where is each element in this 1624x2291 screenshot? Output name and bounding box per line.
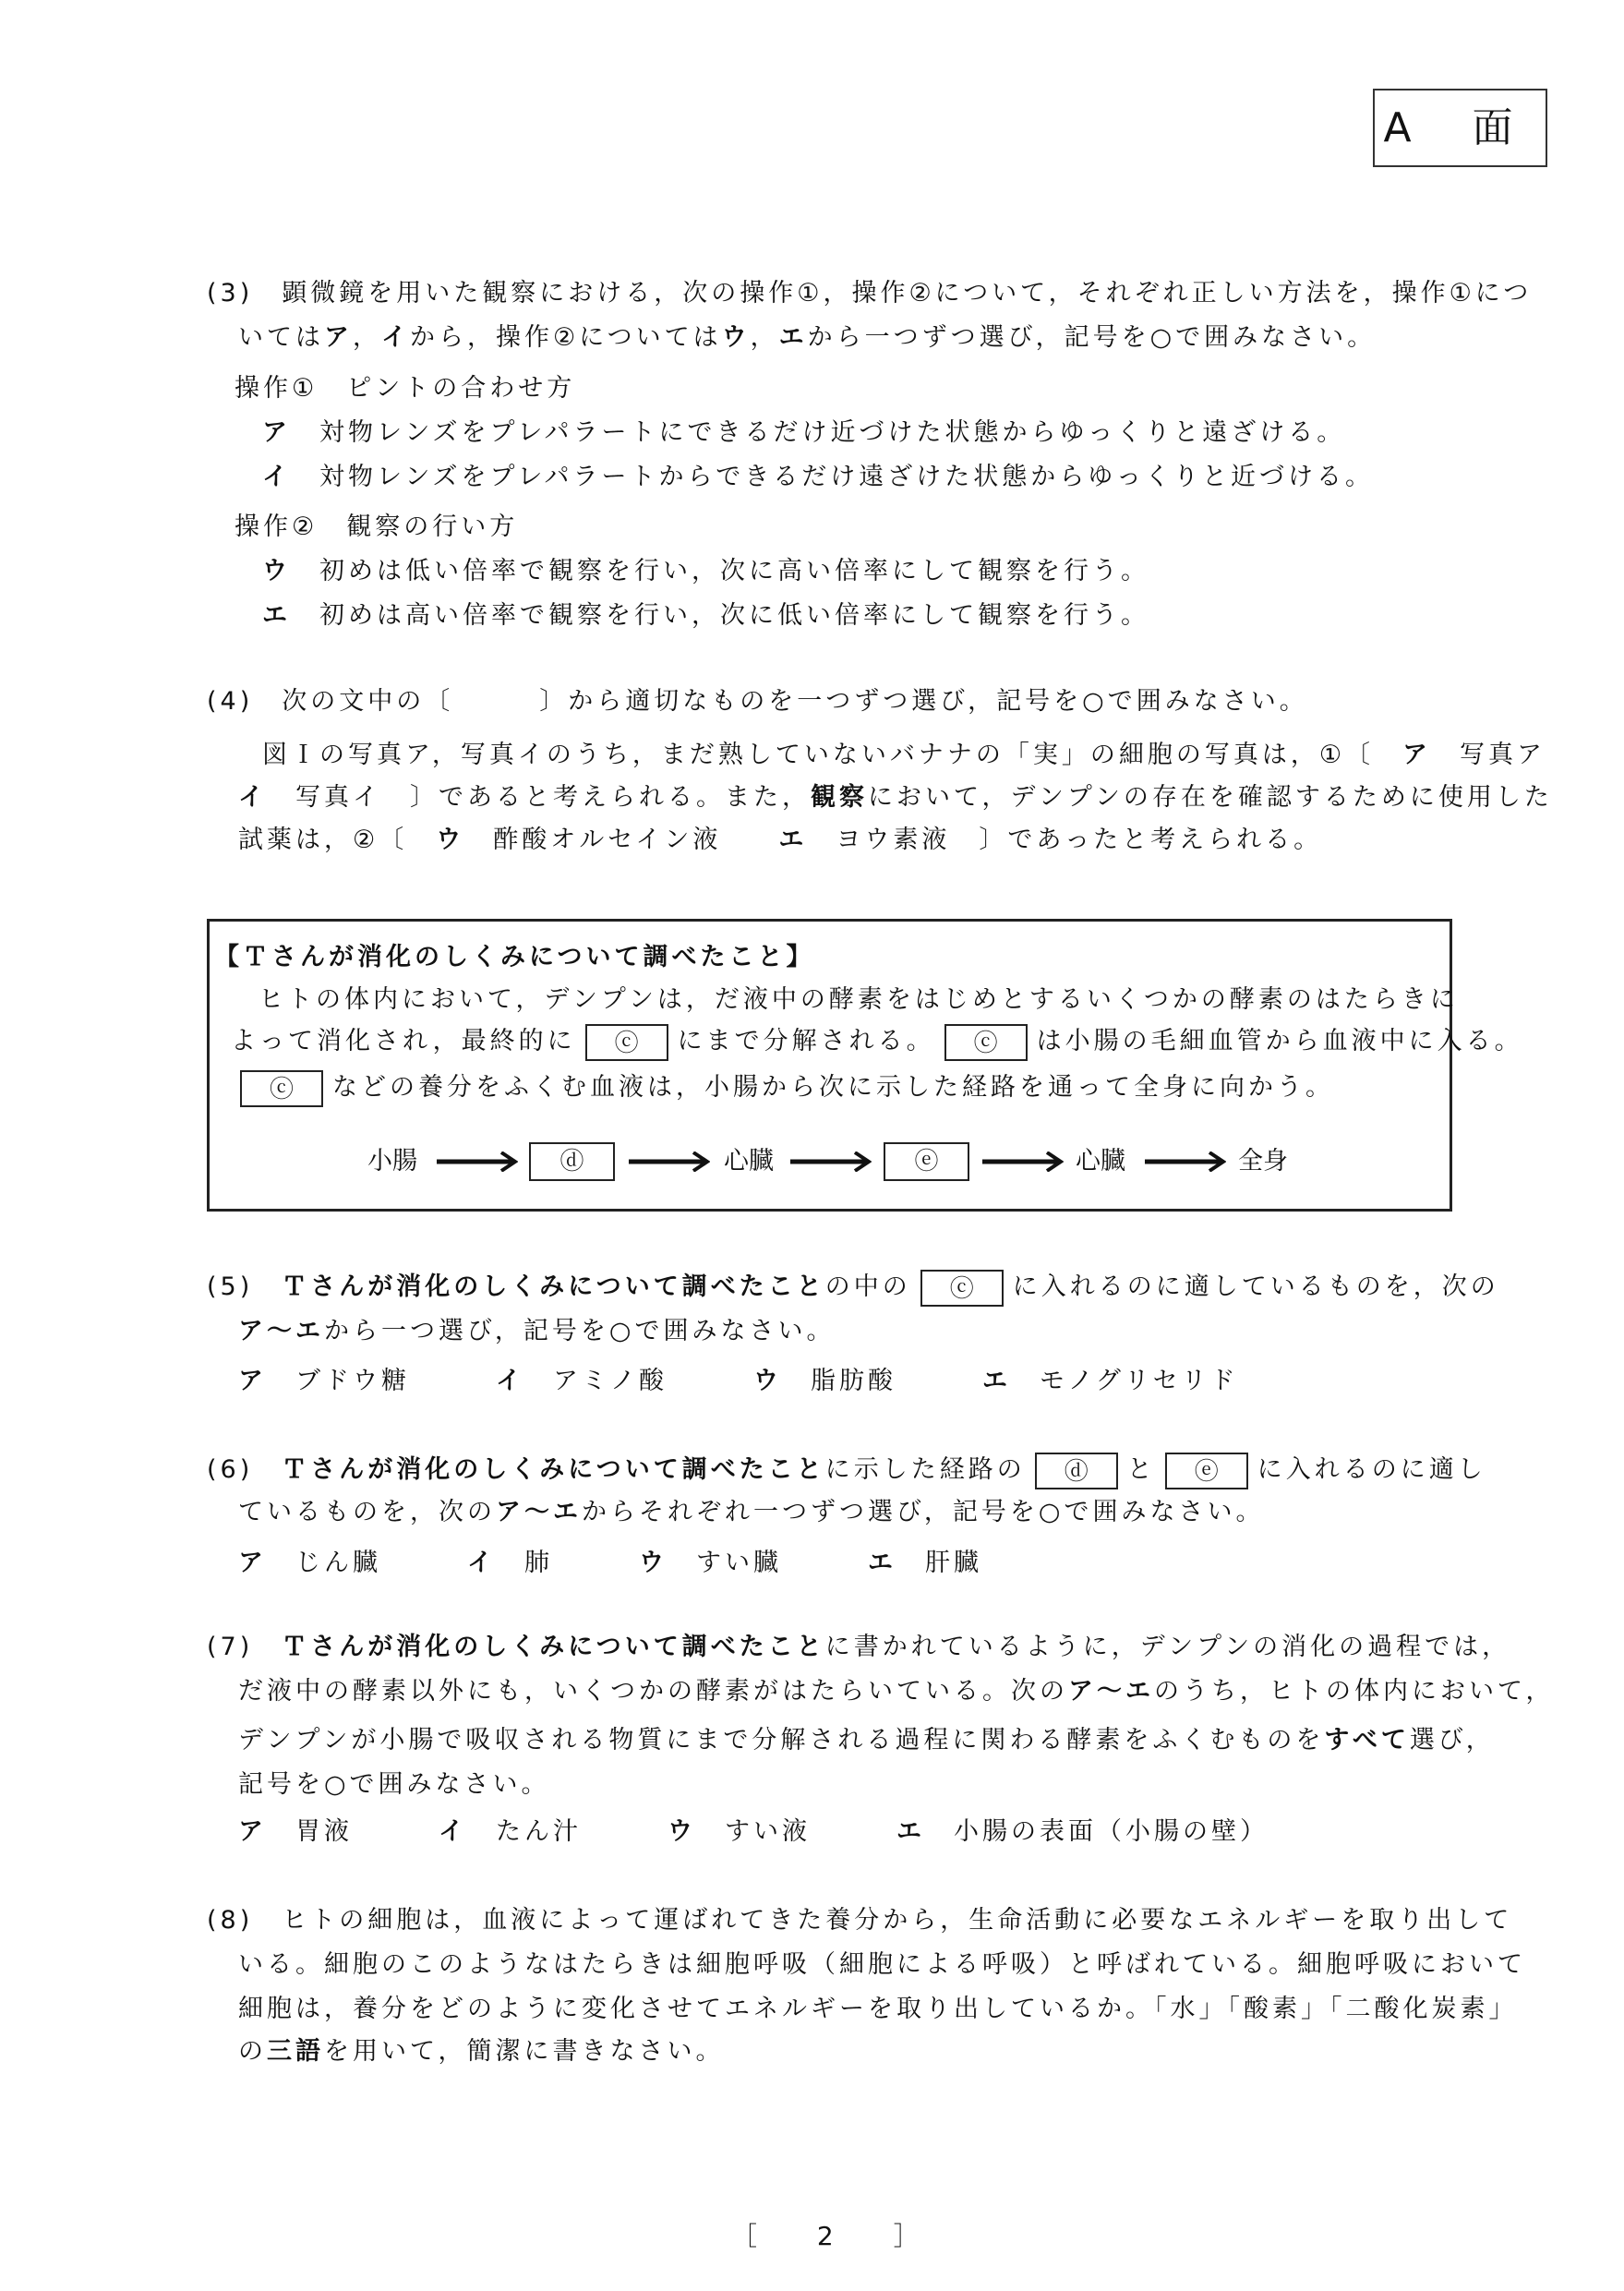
- bold-text: ウ: [753, 1367, 782, 1395]
- text-segment: 選び，: [1409, 1726, 1495, 1754]
- text-line: [262, 597, 1149, 634]
- text-segment: (5): [207, 1272, 283, 1301]
- bold-text: エ: [982, 1367, 1011, 1395]
- text-line: [238, 1673, 1554, 1710]
- text-segment: と: [1126, 1455, 1156, 1484]
- flow-heart-2: 心臓: [1076, 1147, 1125, 1176]
- bold-text: ア: [238, 1549, 267, 1577]
- text-segment: 写真イ 〕であると考えられる。また，: [267, 783, 811, 812]
- text-line: [207, 1452, 1486, 1489]
- text-line: [262, 737, 1546, 774]
- text-segment: ブドウ糖: [267, 1367, 496, 1395]
- text-line: [207, 683, 1308, 720]
- text-line: [238, 779, 1553, 816]
- text-segment: 細胞は，養分をどのように変化させてエネルギーを取り出しているか。「水」「酸素」「二酸化炭素」: [238, 1995, 1518, 2023]
- bold-text: ア: [238, 1817, 267, 1846]
- page-number: ［ 2 ］: [731, 2221, 945, 2251]
- text-segment: から一つ選び，記号を○で囲みなさい。: [324, 1317, 836, 1345]
- text-segment: に入れるのに適しているものを，次の: [1012, 1272, 1499, 1301]
- bold-text: エ: [262, 601, 291, 630]
- bold-text: イ: [467, 1549, 496, 1577]
- text-segment: の: [238, 2037, 267, 2066]
- text-segment: 脂肪酸: [782, 1367, 982, 1395]
- text-segment: (3) 顕微鏡を用いた観察における，次の操作①，操作②について，それぞれ正しい方法を，操作①につ: [207, 279, 1533, 307]
- bold-text: ア: [238, 1367, 267, 1395]
- bold-text: ア: [262, 418, 291, 447]
- text-segment: 肺: [496, 1549, 639, 1577]
- text-segment: デンプンが小腸で吸収される物質にまで分解される過程に関わる酵素をふくむものを: [238, 1726, 1325, 1754]
- text-line: [238, 1991, 1518, 2028]
- blank-box: ⓒ: [585, 1024, 668, 1061]
- text-segment: いる。細胞のこのようなはたらきは細胞呼吸（細胞による呼吸）と呼ばれている。細胞呼吸において: [238, 1950, 1526, 1979]
- text-segment: (8) ヒトの細胞は，血液によって運ばれてきた養分から，生命活動に必要なエネルギーを取り出して: [207, 1906, 1513, 1935]
- bold-text: ア: [1402, 741, 1432, 769]
- text-segment: 対物レンズをプレパラートからできるだけ遠ざけた状態からゆっくりと近づける。: [291, 463, 1375, 491]
- text-segment: たん汁: [467, 1817, 668, 1846]
- text-segment: ヒトの体内において，デンプンは，だ液中の酵素をはじめとするいくつかの酵素のはたらきに: [259, 985, 1459, 1014]
- bold-text: エ: [778, 826, 808, 854]
- bold-text: ウ: [262, 557, 291, 585]
- text-segment: だ液中の酵素以外にも，いくつかの酵素がはたらいている。次の: [238, 1677, 1068, 1706]
- bold-text: イ: [496, 1367, 524, 1395]
- flow-small-intestine: 小腸: [367, 1147, 417, 1176]
- text-line: [214, 939, 814, 976]
- arrow-icon: [629, 1152, 710, 1172]
- text-line: [235, 370, 575, 407]
- text-segment: を用いて，簡潔に書きなさい。: [324, 2037, 725, 2066]
- text-line: [238, 1545, 982, 1582]
- bold-text: ウ: [721, 323, 751, 352]
- bold-text: 三語: [267, 2037, 324, 2066]
- text-line: [259, 982, 1459, 1019]
- text-segment: 対物レンズをプレパラートにできるだけ近づけた状態からゆっくりと遠ざける。: [291, 418, 1346, 447]
- text-line: [262, 415, 1345, 452]
- text-line: [262, 459, 1374, 496]
- text-segment: ているものを，次の: [238, 1498, 496, 1526]
- blank-box: ⓓ: [1035, 1453, 1118, 1489]
- text-line: [238, 1494, 1264, 1531]
- bold-text: ア: [324, 323, 353, 352]
- text-segment: 肝臓: [896, 1549, 982, 1577]
- arrow-icon: [982, 1152, 1064, 1172]
- blank-box-e: ⓔ: [884, 1142, 969, 1181]
- text-segment: 初めは高い倍率で観察を行い，次に低い倍率にして観察を行う。: [291, 601, 1149, 630]
- text-line: [207, 275, 1532, 312]
- text-segment: (6): [207, 1455, 283, 1484]
- text-segment: に示した経路の: [824, 1455, 1026, 1484]
- bold-text: 【Ｔさんが消化のしくみについて調べたこと】: [214, 943, 815, 971]
- text-segment: 記号を○で囲みなさい。: [238, 1770, 550, 1799]
- text-line: [238, 1947, 1526, 1984]
- text-segment: 胃液: [267, 1817, 439, 1846]
- text-segment: モノグリセリド: [1011, 1367, 1239, 1395]
- bold-text: エ: [778, 323, 808, 352]
- flow-whole-body: 全身: [1238, 1147, 1288, 1176]
- bold-text: ア～エ: [1068, 1677, 1154, 1706]
- text-segment: の中の: [824, 1272, 911, 1301]
- text-segment: (7): [207, 1633, 283, 1661]
- text-segment: いては: [238, 323, 324, 352]
- text-line: [238, 320, 1376, 356]
- arrow-icon: [437, 1152, 518, 1172]
- text-segment: 初めは低い倍率で観察を行い，次に高い倍率にして観察を行う。: [291, 557, 1149, 585]
- text-segment: じん臓: [267, 1549, 467, 1577]
- bold-text: エ: [896, 1817, 925, 1846]
- bold-text: ウ: [668, 1817, 696, 1846]
- text-line: [207, 1629, 1510, 1666]
- text-segment: すい液: [696, 1817, 896, 1846]
- text-line: [238, 1363, 1239, 1400]
- arrow-icon: [1145, 1152, 1226, 1172]
- bold-text: イ: [262, 463, 291, 491]
- text-line: [231, 1069, 1334, 1107]
- bold-text: ウ: [639, 1549, 668, 1577]
- text-line: [207, 1269, 1499, 1307]
- text-line: [207, 1902, 1512, 1939]
- text-segment: 写真ア: [1431, 741, 1546, 769]
- text-segment: 小腸の表面（小腸の壁）: [925, 1817, 1269, 1846]
- blank-box-d: ⓓ: [529, 1142, 615, 1181]
- text-line: [238, 1766, 550, 1803]
- bold-text: エ: [868, 1549, 896, 1577]
- blank-box: ⓒ: [944, 1024, 1028, 1061]
- text-segment: に書かれているように，デンプンの消化の過程では，: [824, 1633, 1511, 1661]
- text-segment: (4) 次の文中の〔 〕から適切なものを一つずつ選び，記号を○で囲みなさい。: [207, 687, 1308, 716]
- text-line: [238, 1814, 1269, 1851]
- blank-box: ⓔ: [1165, 1453, 1248, 1489]
- flow-heart-1: 心臓: [724, 1147, 774, 1176]
- bold-text: Ｔさんが消化のしくみについて調べたこと: [282, 1455, 825, 1484]
- bold-text: ア～エ: [496, 1498, 582, 1526]
- text-segment: 操作② 観察の行い方: [235, 512, 519, 541]
- text-segment: において，デンプンの存在を確認するために使用した: [868, 783, 1553, 812]
- text-line: [238, 1722, 1495, 1759]
- blank-box: ⓒ: [920, 1270, 1004, 1307]
- text-segment: 酢酸オルセイン液: [464, 826, 779, 854]
- text-segment: ，: [750, 323, 779, 352]
- text-line: [231, 1023, 1523, 1061]
- bold-text: イ: [381, 323, 410, 352]
- bold-text: ア～エ: [238, 1317, 324, 1345]
- bold-text: Ｔさんが消化のしくみについて調べたこと: [282, 1633, 825, 1661]
- text-segment: は小腸の毛細血管から血液中に入る。: [1036, 1027, 1523, 1055]
- text-line: [238, 822, 1322, 859]
- bold-text: すべて: [1324, 1726, 1410, 1754]
- text-segment: 試薬は，②〔: [238, 826, 437, 854]
- text-segment: からそれぞれ一つずつ選び，記号を○で囲みなさい。: [582, 1498, 1265, 1526]
- text-line: [235, 509, 518, 546]
- text-segment: のうち，ヒトの体内において，: [1154, 1677, 1555, 1706]
- bold-text: イ: [439, 1817, 467, 1846]
- text-segment: 図Ｉの写真ア，写真イのうち，まだ熟していないバナナの「実」の細胞の写真は，①〔: [262, 741, 1403, 769]
- text-segment: にまで分解される。: [677, 1027, 935, 1055]
- bold-text: 観察: [811, 783, 868, 812]
- arrow-icon: [790, 1152, 872, 1172]
- text-line: [262, 553, 1149, 590]
- text-segment: 操作① ピントの合わせ方: [235, 374, 576, 403]
- text-segment: よって消化され，最終的に: [231, 1027, 576, 1055]
- text-line: [238, 1313, 835, 1350]
- bold-text: Ｔさんが消化のしくみについて調べたこと: [282, 1272, 825, 1301]
- bold-text: イ: [238, 783, 267, 812]
- text-segment: ヨウ素液 〕であったと考えられる。: [807, 826, 1323, 854]
- text-segment: から一つずつ選び，記号を○で囲みなさい。: [807, 323, 1377, 352]
- text-segment: すい臓: [668, 1549, 868, 1577]
- bold-text: ウ: [436, 826, 465, 854]
- text-segment: に入れるのに適し: [1257, 1455, 1486, 1484]
- blank-box: ⓒ: [240, 1070, 323, 1107]
- page-face-label: A 面: [1373, 89, 1547, 167]
- text-segment: から，操作②については: [410, 323, 722, 352]
- text-segment: アミノ酸: [524, 1367, 753, 1395]
- text-segment: などの養分をふくむ血液は，小腸から次に示した経路を通って全身に向かう。: [332, 1073, 1334, 1102]
- text-line: [238, 2033, 724, 2070]
- text-segment: ，: [353, 323, 381, 352]
